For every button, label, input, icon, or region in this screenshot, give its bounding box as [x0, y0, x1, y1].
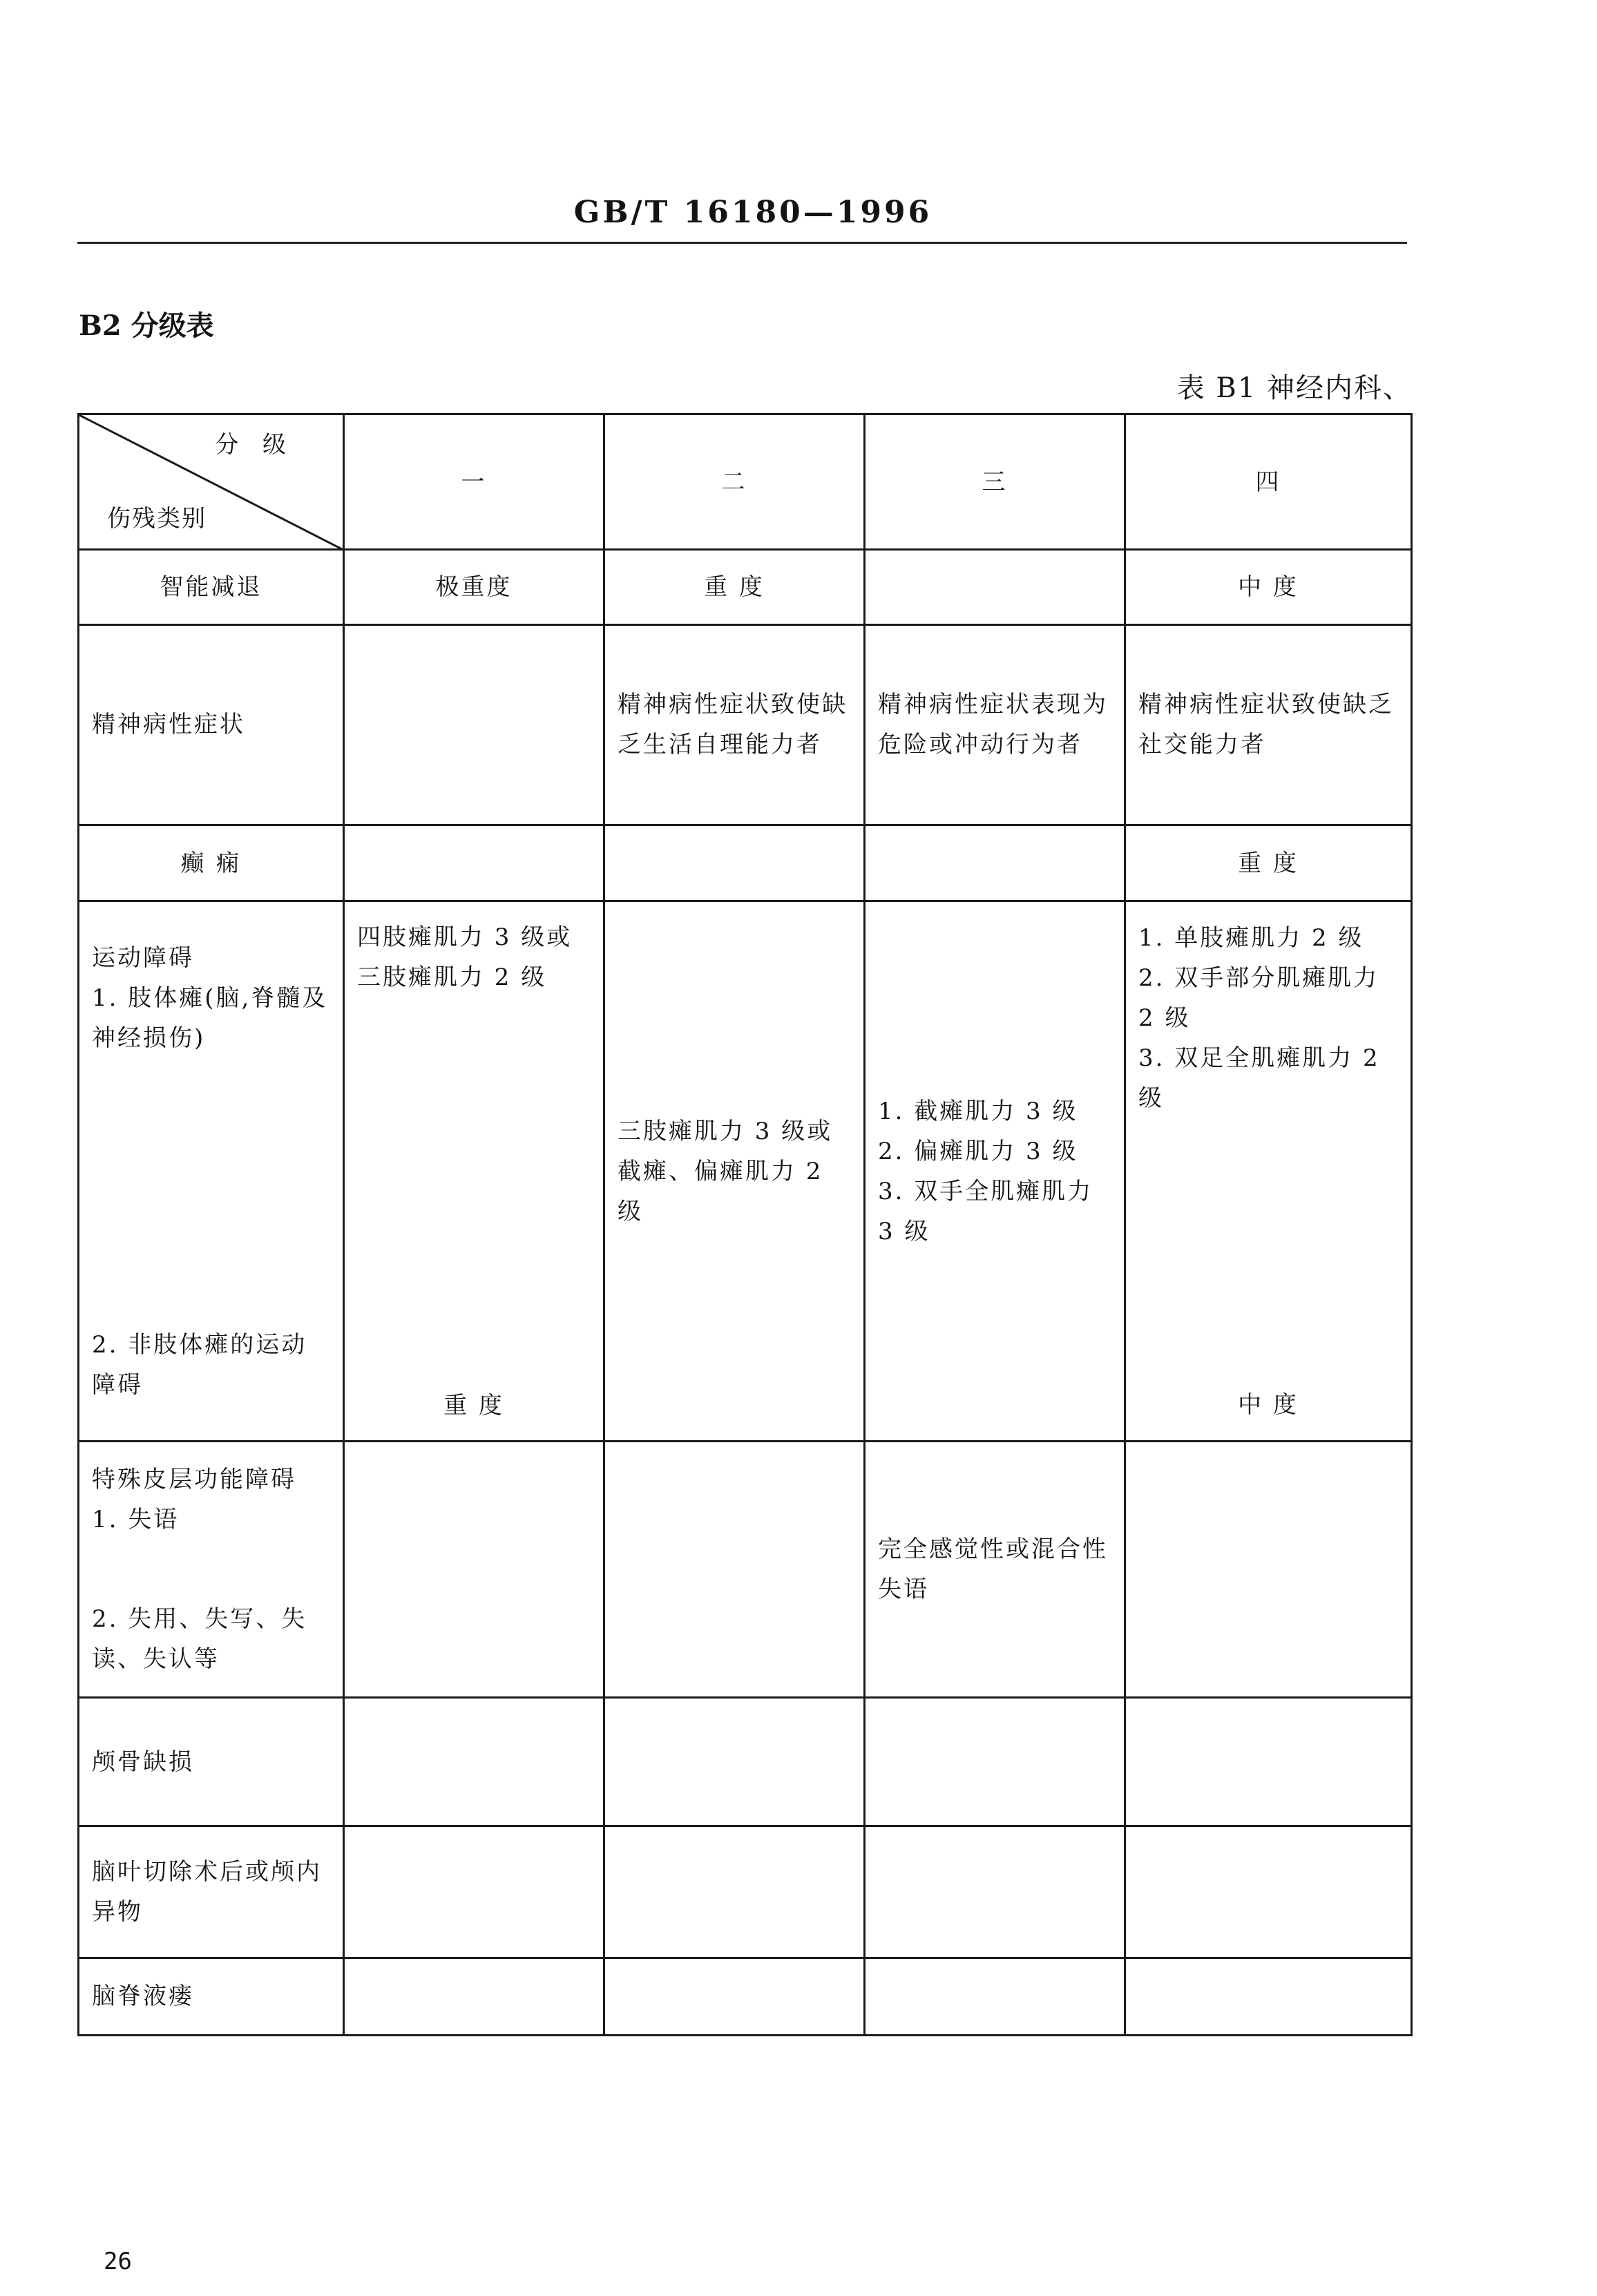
grade-cell [865, 1826, 1125, 1958]
grade-cell: 重 度 [1125, 825, 1412, 901]
grade-column-header: 三 [865, 414, 1125, 550]
grade-cell [604, 1697, 865, 1826]
grade-cell [865, 1958, 1125, 2035]
grade-cell: 精神病性症状表现为危险或冲动行为者 [865, 624, 1125, 825]
grade-cell [344, 1958, 604, 2035]
category-cell: 脑脊液瘘 [79, 1958, 344, 2035]
grade-line: 1. 截瘫肌力 3 级 [878, 1097, 1078, 1125]
table-row [79, 624, 1412, 825]
category-line: 1. 失语 [92, 1506, 180, 1534]
grade-line: 1. 单肢瘫肌力 2 级 [1138, 924, 1364, 952]
grade-cell [865, 550, 1125, 624]
grade-cell [604, 1826, 865, 1958]
section-title: B2 分级表 [79, 309, 214, 342]
category-cell: 精神病性症状 [79, 624, 344, 825]
corner-header-cell [79, 414, 344, 550]
grade-column-header: 二 [604, 414, 865, 550]
category-line: 运动障碍 [92, 944, 194, 972]
category-subitem: 2. 非肢体瘫的运动障碍 [92, 1330, 307, 1399]
spacer [92, 1540, 330, 1599]
grade-cell [1125, 1826, 1412, 1958]
grade-line: 3. 双手全肌瘫肌力 3 级 [878, 1177, 1093, 1245]
grade-cell [344, 901, 604, 1442]
grade-cell [344, 1826, 604, 1958]
document-number: GB/T 16180—1996 [573, 195, 933, 230]
grade-cell: 精神病性症状致使缺乏社交能力者 [1125, 624, 1412, 825]
category-subitem: 2. 失用、失写、失读、失认等 [92, 1605, 307, 1674]
grade-cell: 极重度 [344, 550, 604, 624]
grade-cell [1125, 1442, 1412, 1698]
table-row [79, 901, 1412, 1442]
page-number: 26 [104, 2248, 132, 2275]
grade-cell [604, 901, 865, 1442]
table-caption: 表 B1 神经内科、 [1176, 372, 1412, 404]
category-cell: 智能减退 [79, 550, 344, 624]
category-line: 特殊皮层功能障碍 [92, 1466, 296, 1494]
table-row [79, 1442, 1412, 1698]
grade-cell [604, 825, 865, 901]
grade-corner-label: 分 级 [215, 431, 294, 459]
grade-cell [1125, 1958, 1412, 2035]
grade-cell [1125, 1697, 1412, 1826]
grade-text: 四肢瘫肌力 3 级或三肢瘫肌力 2 级 [357, 923, 573, 991]
grade-cell [865, 825, 1125, 901]
grade-text: 三肢瘫肌力 3 级或截瘫、偏瘫肌力 2 级 [618, 1117, 833, 1225]
header-rule [77, 242, 1407, 244]
category-cell: 颅骨缺损 [79, 1697, 344, 1826]
grade-cell [344, 1697, 604, 1826]
category-cell [79, 901, 344, 1442]
grading-table [77, 413, 1413, 2036]
grade-cell [604, 1442, 865, 1698]
category-cell: 脑叶切除术后或颅内异物 [79, 1826, 344, 1958]
grade-cell: 中 度 [1125, 550, 1412, 624]
grade-cell [604, 1958, 865, 2035]
grade-text: 中 度 [1238, 1390, 1299, 1419]
table-row [79, 1826, 1412, 1958]
grade-column-header: 四 [1125, 414, 1412, 550]
grade-cell [865, 1697, 1125, 1826]
grade-line: 2. 双手部分肌瘫肌力 2 级 [1138, 964, 1379, 1032]
grade-line: 3. 双足全肌瘫肌力 2 级 [1138, 1044, 1380, 1112]
category-cell: 癫 痫 [79, 825, 344, 901]
grade-line: 2. 偏瘫肌力 3 级 [878, 1137, 1078, 1165]
table-row [79, 1958, 1412, 2035]
table-row [79, 825, 1412, 901]
grade-cell [344, 624, 604, 825]
grade-cell [344, 1442, 604, 1698]
grade-cell [865, 901, 1125, 1442]
category-cell [79, 1442, 344, 1698]
grade-column-header: 一 [344, 414, 604, 550]
grade-cell: 精神病性症状致使缺乏生活自理能力者 [604, 624, 865, 825]
category-line: 1. 肢体瘫(脑,脊髓及神经损伤) [92, 984, 328, 1052]
table-row [79, 550, 1412, 624]
grade-cell [1125, 901, 1412, 1442]
category-corner-label: 伤残类别 [107, 505, 207, 533]
table-header-row [79, 414, 1412, 550]
table-row [79, 1697, 1412, 1826]
grade-text: 重 度 [443, 1391, 504, 1419]
grade-cell: 重 度 [604, 550, 865, 624]
grade-cell [344, 825, 604, 901]
grade-cell: 完全感觉性或混合性失语 [865, 1442, 1125, 1698]
